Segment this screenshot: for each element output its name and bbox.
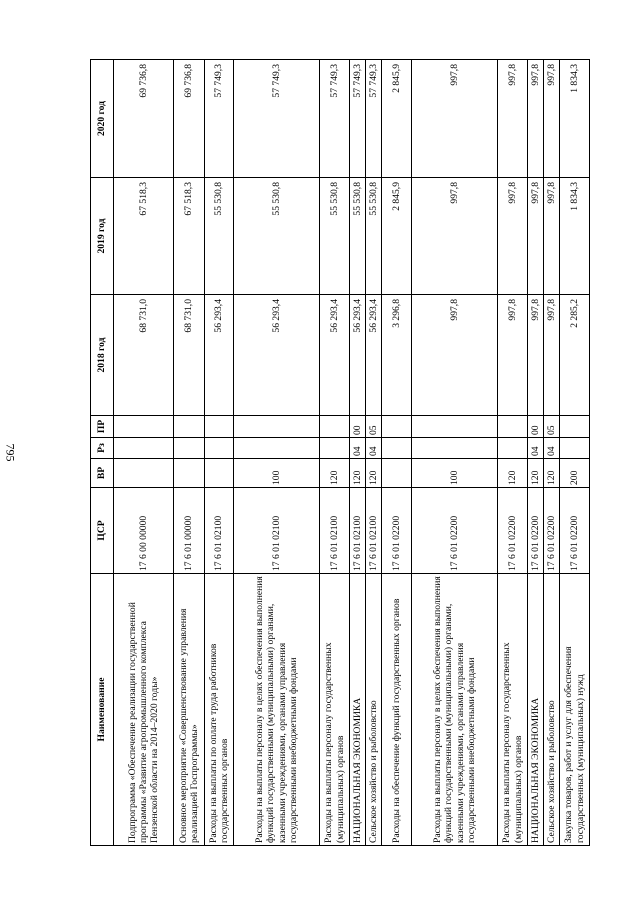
row-name: Подпрограмма «Обеспечение реализации государственной программы «Развитие агропромышленного комплекса Пензенской области на 2014–2020 годы» xyxy=(114,574,174,846)
header-2020: 2020 год xyxy=(91,60,114,178)
table-row xyxy=(174,60,205,846)
row-2019: 55 530,8 xyxy=(350,178,366,295)
row-2018: 997,8 xyxy=(544,295,560,416)
row-csr: 17 6 01 02100 xyxy=(205,488,234,574)
row-2018: 56 293,4 xyxy=(366,295,382,416)
row-2019: 55 530,8 xyxy=(366,178,382,295)
row-2018: 56 293,4 xyxy=(350,295,366,416)
row-csr: 17 6 01 02200 xyxy=(498,488,528,574)
row-vr: 100 xyxy=(412,459,498,488)
row-2019: 997,8 xyxy=(528,178,544,295)
row-pr xyxy=(234,416,320,438)
row-vr xyxy=(205,459,234,488)
row-2020: 57 749,3 xyxy=(350,60,366,178)
row-2020: 57 749,3 xyxy=(205,60,234,178)
row-2019: 67 518,3 xyxy=(174,178,205,295)
row-2018: 68 731,0 xyxy=(174,295,205,416)
row-2018: 997,8 xyxy=(412,295,498,416)
budget-table xyxy=(90,59,590,846)
row-csr: 17 6 01 02200 xyxy=(412,488,498,574)
row-2020: 997,8 xyxy=(528,60,544,178)
row-name: Расходы на выплаты по оплате труда работников государственных органов xyxy=(205,574,234,846)
row-rz xyxy=(498,438,528,459)
row-vr xyxy=(174,459,205,488)
row-vr: 120 xyxy=(350,459,366,488)
page-number: 795 xyxy=(3,443,18,461)
row-rz: 04 xyxy=(544,438,560,459)
table-row xyxy=(205,60,234,846)
row-csr: 17 6 00 00000 xyxy=(114,488,174,574)
row-pr xyxy=(498,416,528,438)
row-2018: 997,8 xyxy=(528,295,544,416)
row-csr: 17 6 01 02100 xyxy=(366,488,382,574)
row-pr xyxy=(205,416,234,438)
row-2019: 997,8 xyxy=(412,178,498,295)
row-2018: 3 296,8 xyxy=(382,295,412,416)
row-2020: 1 834,3 xyxy=(560,60,590,178)
header-csr: ЦСР xyxy=(91,488,114,574)
row-rz xyxy=(234,438,320,459)
row-rz xyxy=(412,438,498,459)
row-pr: 00 xyxy=(350,416,366,438)
row-vr xyxy=(382,459,412,488)
row-rz xyxy=(560,438,590,459)
row-vr: 100 xyxy=(234,459,320,488)
header-rz: Рз xyxy=(91,438,114,459)
row-2018: 56 293,4 xyxy=(320,295,350,416)
table-row xyxy=(560,60,590,846)
row-csr: 17 6 01 02100 xyxy=(234,488,320,574)
header-name: Наименование xyxy=(91,574,114,846)
table-row xyxy=(382,60,412,846)
row-csr: 17 6 01 02200 xyxy=(560,488,590,574)
row-name: НАЦИОНАЛЬНАЯ ЭКОНОМИКА xyxy=(350,574,366,846)
row-pr xyxy=(320,416,350,438)
header-pr: ПР xyxy=(91,416,114,438)
row-vr: 120 xyxy=(528,459,544,488)
row-2018: 56 293,4 xyxy=(234,295,320,416)
row-vr xyxy=(114,459,174,488)
row-name: Расходы на выплаты персоналу в целях обеспечения выполнения функций государственными (муниципальными) органами, казенными учреждениями, органами управления государственными внебюджетными фондами xyxy=(234,574,320,846)
header-row xyxy=(91,60,114,846)
table-row xyxy=(544,60,560,846)
row-pr xyxy=(174,416,205,438)
table-row xyxy=(114,60,174,846)
table-row xyxy=(350,60,366,846)
row-2020: 57 749,3 xyxy=(320,60,350,178)
row-vr: 120 xyxy=(320,459,350,488)
row-csr: 17 6 01 00000 xyxy=(174,488,205,574)
row-2019: 55 530,8 xyxy=(205,178,234,295)
row-name: Основное мероприятие «Совершенствование управления реализацией Госпрограммы» xyxy=(174,574,205,846)
row-vr: 120 xyxy=(366,459,382,488)
row-pr: 05 xyxy=(544,416,560,438)
row-rz: 04 xyxy=(528,438,544,459)
row-2020: 2 845,9 xyxy=(382,60,412,178)
row-2018: 68 731,0 xyxy=(114,295,174,416)
row-2019: 997,8 xyxy=(498,178,528,295)
row-2020: 57 749,3 xyxy=(366,60,382,178)
document-sheet xyxy=(90,60,586,846)
row-csr: 17 6 01 02100 xyxy=(320,488,350,574)
row-pr: 00 xyxy=(528,416,544,438)
row-csr: 17 6 01 02200 xyxy=(544,488,560,574)
row-name: Расходы на выплаты персоналу государственных (муниципальных) органов xyxy=(498,574,528,846)
row-name: Сельское хозяйство и рыболовство xyxy=(366,574,382,846)
row-rz xyxy=(320,438,350,459)
row-pr xyxy=(114,416,174,438)
table-row xyxy=(412,60,498,846)
row-2019: 67 518,3 xyxy=(114,178,174,295)
row-csr: 17 6 01 02200 xyxy=(382,488,412,574)
row-2020: 997,8 xyxy=(544,60,560,178)
header-2018: 2018 год xyxy=(91,295,114,416)
row-pr xyxy=(382,416,412,438)
row-rz xyxy=(382,438,412,459)
row-2019: 1 834,3 xyxy=(560,178,590,295)
row-name: Закупка товаров, работ и услуг для обеспечения государственных (муниципальных) нужд xyxy=(560,574,590,846)
table-row xyxy=(366,60,382,846)
row-rz xyxy=(205,438,234,459)
header-vr: ВР xyxy=(91,459,114,488)
table-row xyxy=(320,60,350,846)
row-rz xyxy=(114,438,174,459)
row-2018: 2 285,2 xyxy=(560,295,590,416)
row-csr: 17 6 01 02200 xyxy=(528,488,544,574)
row-pr xyxy=(412,416,498,438)
row-rz xyxy=(174,438,205,459)
row-vr: 120 xyxy=(544,459,560,488)
row-2020: 69 736,8 xyxy=(114,60,174,178)
rotated-content xyxy=(90,60,586,846)
row-name: Расходы на выплаты персоналу государственных (муниципальных) органов xyxy=(320,574,350,846)
row-2018: 997,8 xyxy=(498,295,528,416)
row-2018: 56 293,4 xyxy=(205,295,234,416)
row-vr: 200 xyxy=(560,459,590,488)
row-2020: 69 736,8 xyxy=(174,60,205,178)
row-name: НАЦИОНАЛЬНАЯ ЭКОНОМИКА xyxy=(528,574,544,846)
row-pr: 05 xyxy=(366,416,382,438)
row-rz: 04 xyxy=(366,438,382,459)
row-2019: 55 530,8 xyxy=(320,178,350,295)
row-vr: 120 xyxy=(498,459,528,488)
row-2019: 997,8 xyxy=(544,178,560,295)
row-rz: 04 xyxy=(350,438,366,459)
row-csr: 17 6 01 02100 xyxy=(350,488,366,574)
row-2019: 2 845,9 xyxy=(382,178,412,295)
row-2020: 997,8 xyxy=(498,60,528,178)
table-row xyxy=(498,60,528,846)
row-2020: 997,8 xyxy=(412,60,498,178)
header-2019: 2019 год xyxy=(91,178,114,295)
row-2019: 55 530,8 xyxy=(234,178,320,295)
row-name: Расходы на выплаты персоналу в целях обеспечения выполнения функций государственными (муниципальными) органами, казенными учреждениями, органами управления государственными внебюджетными фондами xyxy=(412,574,498,846)
row-name: Расходы на обеспечение функций государственных органов xyxy=(382,574,412,846)
row-2020: 57 749,3 xyxy=(234,60,320,178)
table-row xyxy=(528,60,544,846)
row-pr xyxy=(560,416,590,438)
row-name: Сельское хозяйство и рыболовство xyxy=(544,574,560,846)
table-row xyxy=(234,60,320,846)
